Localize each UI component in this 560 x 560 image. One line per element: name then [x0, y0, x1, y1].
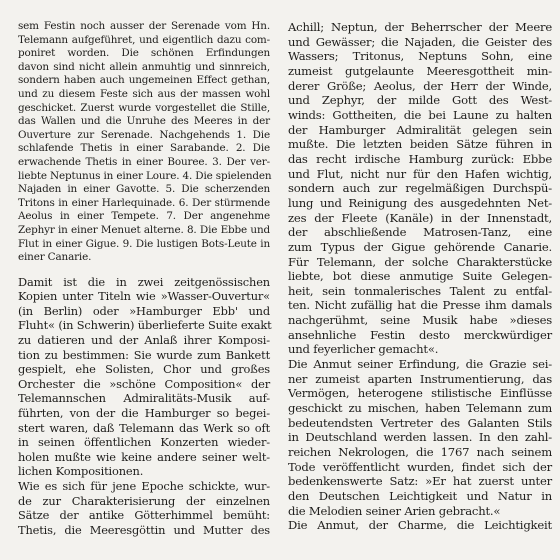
- text-line: ansehnliche Festin desto merckwürdiger: [288, 327, 552, 342]
- text-line: der abschließende Matrosen-Tanz, eine: [288, 225, 552, 240]
- text-line: Wassers; Tritonus, Neptuns Sohn, eine: [288, 49, 552, 64]
- text-line: den Deutschen Leichtigkeit und Natur in: [288, 489, 552, 503]
- text-line: reichen Nekrologen, die 1767 nach seinem: [288, 445, 552, 460]
- text-line: derer Größe; Aeolus, der Herr der Winde,: [288, 78, 552, 93]
- text-line: poniret worden. Die schönen Erfindungen: [18, 47, 270, 60]
- text-line: heit, sein tonmalerisches Talent zu entfal-: [288, 283, 552, 298]
- text-line: Zephyr in einer Menuet alterne. 8. Die Ebbe und: [18, 223, 270, 236]
- text-line: Für Telemann, der solche Charakterstücke: [288, 254, 552, 269]
- text-line: liebte Neptunus in einer Loure. 4. Die spielenden: [18, 169, 272, 182]
- text-line: und Gewässer; die Najaden, die Geister des: [288, 34, 552, 49]
- text-line: Vermögen, heterogene stilistische Einflüsse: [288, 386, 552, 401]
- text-line: lichen Kompositionen.: [18, 464, 144, 479]
- text-line: Orchester die »schöne Composition« der: [18, 376, 270, 391]
- text-line: Wie es sich für jene Epoche schickte, wur-: [18, 479, 270, 493]
- text-line: bedeutendsten Vertreter des Galanten Stils: [288, 415, 552, 430]
- text-line: Damit ist die in zwei zeitgenössischen: [18, 274, 270, 289]
- text-line: mußte. Die letzten beiden Sätze führen in: [288, 137, 552, 152]
- text-line: zes der Fleete (Kanäle) in der Innenstadt,: [288, 210, 552, 225]
- text-line: bedenkenswerte Satz: »Er hat zuerst unter: [288, 474, 552, 489]
- text-line: sem Festin noch ausser der Serenade vom Hn.: [18, 20, 270, 32]
- text-line: stert waren, daß Telemann das Werk so oft: [18, 420, 270, 435]
- text-line: geschicket. Zuerst wurde vorgestellet die Stille,: [18, 101, 270, 114]
- text-line: geschickt zu mischen, haben Telemann zum: [288, 401, 552, 416]
- text-line: führten, von der die Hamburger so begei-: [18, 406, 270, 421]
- text-line: Fluht« (in Schwerin) überlieferte Suite exakt: [18, 318, 272, 333]
- left-column: [18, 20, 270, 537]
- paragraph-gap: [18, 265, 270, 275]
- text-line: Achill; Neptun, der Beherrscher der Meere: [288, 20, 552, 34]
- text-line: das recht irdische Hamburg zurück: Ebbe: [288, 151, 552, 166]
- text-line: Najaden in einer Gavotte. 5. Die scherzenden: [18, 183, 270, 196]
- commentary-paragraph: [18, 275, 270, 538]
- text-line: in Deutschland werden lassen. In den zahl-: [288, 430, 552, 445]
- text-line: Ouverture zur Serenade. Nachgehends 1. Die: [18, 128, 270, 141]
- text-line: davon sind nicht allein anmuhtig und sinnreich,: [18, 60, 270, 73]
- text-line: holen mußte wie keine andere seiner welt-: [18, 449, 270, 464]
- right-column-text: [288, 20, 552, 533]
- text-line: nachgerühmt, seine Musik habe »dieses: [288, 313, 552, 328]
- text-line: und zu diesem Feste sich aus der massen wohl: [18, 87, 270, 100]
- text-line: und Flut, nicht nur für den Hafen wichtig,: [288, 166, 552, 181]
- text-line: Die Anmut seiner Erfindung, die Grazie sei-: [288, 357, 552, 372]
- text-line: zum Typus der Gigue gehörende Canarie.: [288, 239, 552, 254]
- text-line: Telemannschen Admiralitäts-Musik auf-: [18, 391, 270, 406]
- text-line: zu datieren und der Anlaß ihrer Komposi-: [18, 333, 270, 348]
- text-line: schlafende Thetis in einer Sarabande. 2. Die: [18, 142, 270, 155]
- text-line: die Melodien seiner Arien gebracht.«: [288, 503, 501, 518]
- text-line: zumeist gutgelaunte Meeresgottheit min-: [288, 63, 552, 78]
- text-line: sondern haben auch ungemeinen Effect gethan,: [18, 74, 270, 87]
- text-line: und feyerlicher gemacht«.: [288, 342, 439, 357]
- text-line: sondern auch zur regelmäßigen Durchspü-: [288, 181, 552, 196]
- text-line: der Hamburger Admiralität gelegen sein: [288, 122, 552, 137]
- text-line: erwachende Thetis in einer Bouree. 3. Der ver-: [18, 155, 270, 168]
- text-line: liebte, bot diese anmutige Suite Gelegen-: [288, 269, 552, 284]
- text-line: und Zephyr, der milde Gott des West-: [288, 93, 552, 108]
- text-line: Aeolus in einer Tempete. 7. Der angenehme: [18, 210, 270, 223]
- text-line: winds: Gottheiten, die bei Laune zu halten: [288, 107, 552, 122]
- text-line: tion zu bestimmen: Sie wurde zum Bankett: [18, 347, 270, 362]
- text-line: lung und Reinigung des ausgedehnten Net-: [288, 195, 552, 210]
- text-line: gespielt, ehe Solisten, Chor und großes: [18, 362, 270, 377]
- text-line: de zur Charakterisierung der einzelnen: [18, 493, 270, 508]
- text-line: das Wallen und die Unruhe des Meeres in der: [18, 115, 270, 128]
- text-line: (in Berlin) oder »Hamburger Ebb' und: [18, 303, 270, 318]
- text-line: in seinen öffentlichen Konzerten wieder-: [18, 435, 270, 450]
- right-column: [288, 20, 552, 533]
- text-line: einer Canarie.: [18, 251, 92, 264]
- text-line: Tode veröffentlicht wurden, findet sich der: [288, 459, 552, 474]
- text-line: Telemann aufgeführet, und eigentlich dazu com-: [18, 33, 270, 46]
- text-line: Sätze der antike Götterhimmel bemüht:: [18, 508, 270, 523]
- text-line: Flut in einer Gigue. 9. Die lustigen Bots-Leute in: [18, 237, 270, 250]
- text-line: ten. Nicht zufällig hat die Presse ihm damals: [288, 298, 552, 313]
- text-line: Die Anmut, der Charme, die Leichtigkeit: [288, 518, 552, 533]
- text-line: Tritons in einer Harlequinade. 6. Der stürmende: [18, 196, 270, 209]
- text-line: Kopien unter Titeln wie »Wasser-Ouvertur«: [18, 289, 270, 304]
- text-line: Thetis, die Meeresgöttin und Mutter des: [18, 522, 270, 537]
- quoted-report-paragraph: [18, 20, 270, 265]
- text-line: ner zumeist aparten Instrumentierung, das: [288, 371, 552, 386]
